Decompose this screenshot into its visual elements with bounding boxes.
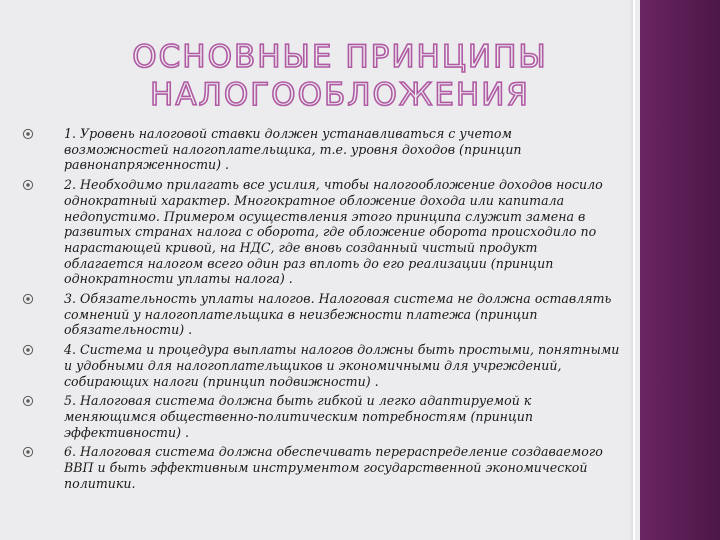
list-item-text: 3. Обязательность уплаты налогов. Налоговая система не должна оставлять сомнений у налогоплательщика в неизбежности платежа (принцип обязательности) . [64, 291, 612, 338]
circled-dot-icon [22, 179, 34, 191]
circled-dot-icon [22, 293, 34, 305]
circled-dot-icon [22, 446, 34, 458]
side-divider [633, 0, 635, 540]
list-item [22, 444, 620, 491]
side-accent-panel [640, 0, 720, 540]
list-item [22, 393, 620, 440]
list-item-text: 5. Налоговая система должна быть гибкой и легко адаптируемой к меняющимся общественно-политическим потребностям (принцип эффективности) . [64, 393, 533, 440]
slide-title-line-2: НАЛОГООБЛОЖЕНИЯ [150, 77, 530, 113]
list-item-text: 4. Система и процедура выплаты налогов должны быть простыми, понятными и удобными для налогоплательщиков и экономичными для учреждений, собирающих налоги (принцип подвижности) . [64, 342, 620, 389]
list-item [22, 177, 620, 287]
list-item-text: 1. Уровень налоговой ставки должен устанавливаться с учетом возможностей налогоплательщика, т.е. уровня доходов (принцип равнонапряженности) . [64, 126, 522, 173]
list-item-text: 6. Налоговая система должна обеспечивать перераспределение создаваемого ВВП и быть эффективным инструментом государственной экономической политики. [64, 444, 603, 491]
list-item [22, 126, 620, 173]
slide-title [100, 38, 580, 114]
list-item [22, 291, 620, 338]
slide-title-line-1: ОСНОВНЫЕ ПРИНЦИПЫ [132, 39, 548, 75]
principles-list [22, 126, 620, 495]
list-item-text: 2. Необходимо прилагать все усилия, чтобы налогообложение доходов носило однократный характер. Многократное обложение дохода или капитала недопустимо. Примером осуществления этого принципа служит замена в развитых странах налога с оборота, где обложение оборота происходило по нарастающей кривой, на НДС, где вновь созданный чистый продукт облагается налогом всего один раз вплоть до его реализации (принцип однократности уплаты налога) . [64, 177, 603, 287]
circled-dot-icon [22, 344, 34, 356]
circled-dot-icon [22, 395, 34, 407]
circled-dot-icon [22, 128, 34, 140]
list-item [22, 342, 620, 389]
